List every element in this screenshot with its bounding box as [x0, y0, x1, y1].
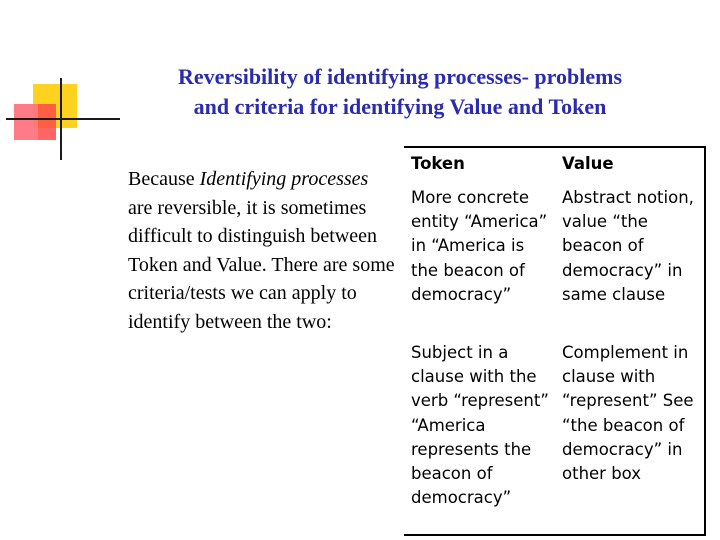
- body-text-italic: Identifying processes: [199, 168, 369, 190]
- table-header-value: Value: [562, 154, 614, 173]
- body-text-part-2: are reversible, it is sometimes difficult to distinguish between Token and Value. There are some criteria/tests we can apply to identify between the two:: [128, 196, 395, 333]
- table-cell-token-row-2: Subject in a clause with the verb “represent” “America represents the beacon of democracy”: [411, 343, 549, 508]
- title-line-1: Reversibility of identifying processes- problems: [177, 64, 623, 89]
- table-cell-token-row-1: More concrete entity “America” in “America is the beacon of democracy”: [411, 188, 548, 304]
- table-header-token: Token: [411, 154, 465, 173]
- logo-pink-square: [14, 104, 38, 140]
- title-line-2: and criteria for identifying Value and Token: [193, 94, 607, 119]
- body-text: [128, 165, 396, 336]
- table-cell-value-row-2: Complement in clause with “represent” See “the beacon of democracy” in other box: [562, 343, 694, 484]
- body-text-part-1: Because: [128, 168, 200, 190]
- table-cell-value-row-1: Abstract notion, value “the beacon of democracy” in same clause: [562, 188, 694, 304]
- slide-title: [100, 62, 700, 122]
- token-value-table: [404, 146, 706, 536]
